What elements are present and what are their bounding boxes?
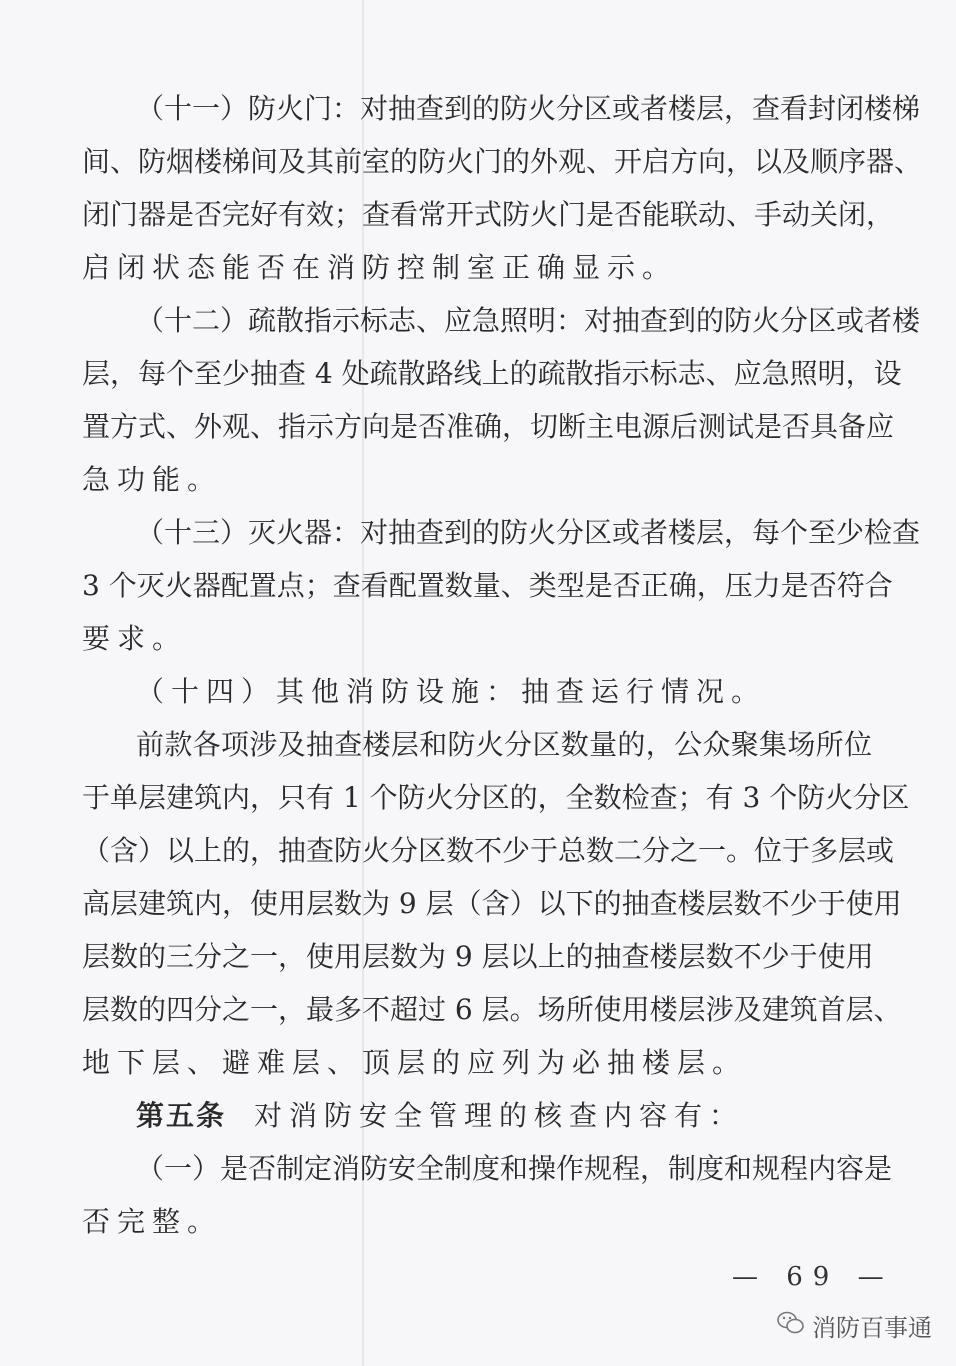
paragraph-extinguishers [82,506,921,665]
text-line: 置方式、外观、指示方向是否准确，切断主电源后测试是否具备应 [82,410,895,443]
text-line: 要求。 [82,622,188,655]
text-line [82,1089,872,1142]
text-line: 层数的三分之一，使用层数为 9 层以上的抽查楼层数不少于使用 [82,940,874,973]
page-number: — 69 — [732,1262,894,1292]
article-label: 第五条 [136,1099,227,1132]
text-line: 启闭状态能否在消防控制室正确显示。 [82,251,678,284]
text-line: （含）以上的，抽查防火分区数不少于总数二分之一。位于多层或 [82,834,895,867]
paragraph-sampling-rules [82,718,910,1089]
paragraph-evacuation-signs [82,294,921,506]
text-line: 于单层建筑内，只有 1 个防火分区的，全数检查；有 3 个防火分区 [82,781,910,814]
article-five [82,1089,872,1142]
watermark-text: 消防百事通 [812,1314,932,1342]
text-line: 层，每个至少抽查 4 处疏散路线上的疏散指示标志、应急照明，设 [82,357,902,390]
text-line: 否完整。 [82,1205,223,1238]
text-line: 3 个灭火器配置点；查看配置数量、类型是否正确，压力是否符合 [82,569,893,602]
watermark [776,1308,932,1343]
text-line: （十一）防火门：对抽查到的防火分区或者楼层，查看封闭楼梯 [136,92,921,125]
paragraph-other-facilities [82,665,872,718]
document-body [82,82,923,1248]
article-heading: 对消防安全管理的核查内容有： [254,1099,745,1132]
text-line: （十二）疏散指示标志、应急照明：对抽查到的防火分区或者楼 [136,304,921,337]
text-line: （十四）其他消防设施：抽查运行情况。 [136,675,767,708]
paragraph-fire-doors [82,82,923,294]
text-line: 闭门器是否完好有效；查看常开式防火门是否能联动、手动关闭， [82,198,895,231]
text-line: 急功能。 [82,463,223,496]
paragraph-safety-rules [82,1142,893,1248]
text-line: 层数的四分之一，最多不超过 6 层。场所使用楼层涉及建筑首层、 [82,993,902,1026]
text-line: 地下层、避难层、顶层的应列为必抽楼层。 [82,1046,748,1079]
text-line: 前款各项涉及抽查楼层和防火分区数量的，公众聚集场所位 [136,728,872,761]
text-line: 高层建筑内，使用层数为 9 层（含）以下的抽查楼层数不少于使用 [82,887,902,920]
wechat-icon [776,1310,806,1342]
text-line: 间、防烟楼梯间及其前室的防火门的外观、开启方向，以及顺序器、 [82,145,923,178]
text-line: （一）是否制定消防安全制度和操作规程，制度和规程内容是 [136,1152,893,1185]
text-line: （十三）灭火器：对抽查到的防火分区或者楼层，每个至少检查 [136,516,921,549]
